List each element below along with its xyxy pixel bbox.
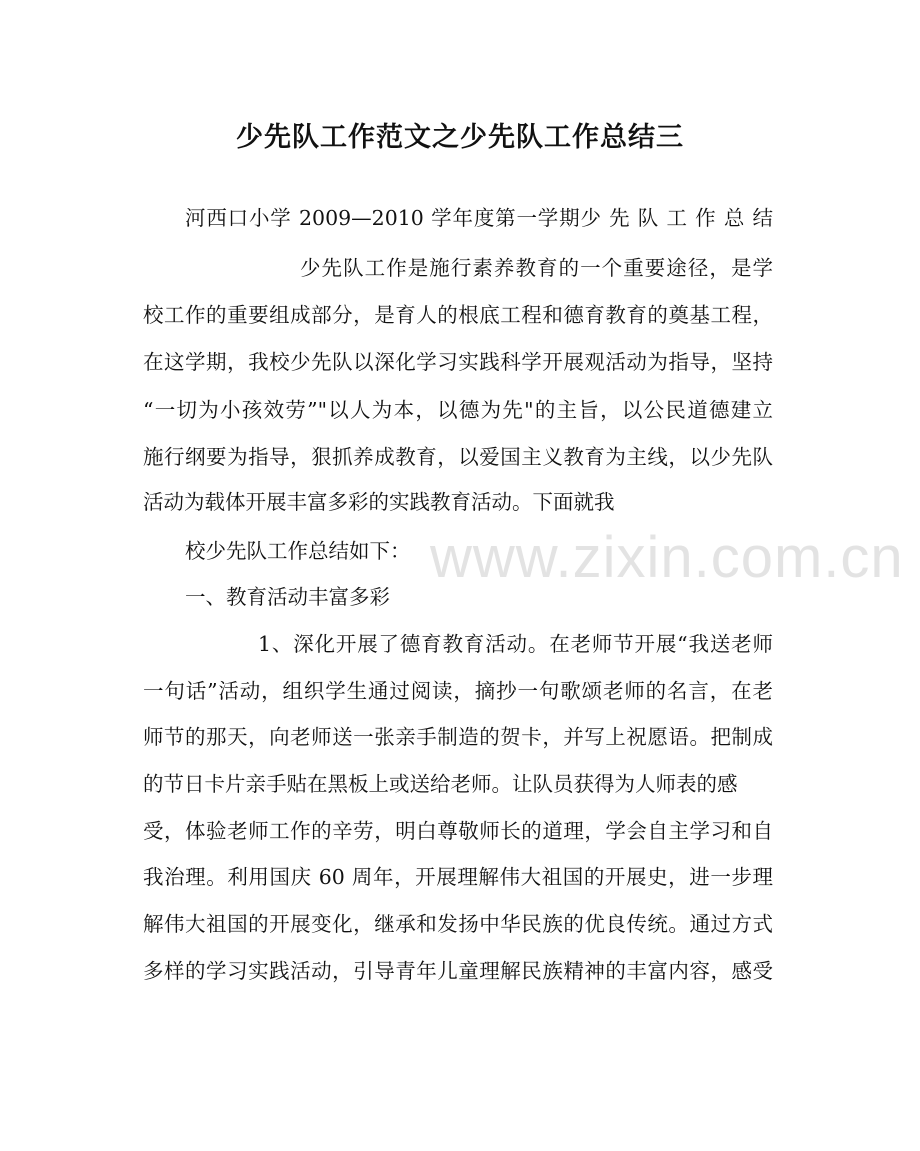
- body-line: 少先队工作是施行素养教育的一个重要途径，是学: [300, 256, 773, 280]
- body-line: 施行纲要为指导，狠抓养成教育，以爱国主义教育为主线，以少先队: [143, 445, 773, 469]
- body-line: 的节日卡片亲手贴在黑板上或送给老师。让队员获得为人师表的感: [143, 772, 738, 796]
- body-line: 在这学期，我校少先队以深化学习实践科学开展观活动为指导，坚持: [143, 350, 773, 374]
- body-line: 校工作的重要组成部分，是育人的根底工程和德育教育的奠基工程，: [143, 303, 773, 327]
- section-heading: 一、教育活动丰富多彩: [185, 585, 390, 609]
- body-line: 受，体验老师工作的辛劳，明白尊敬师长的道理，学会自主学习和自: [143, 819, 773, 843]
- body-line: 河西口小学 2009—2010 学年度第一学期少 先 队 工 作 总 结: [185, 206, 773, 230]
- body-line: 我治理。利用国庆 60 周年，开展理解伟大祖国的开展史，进一步理: [143, 865, 773, 889]
- document-title: 少先队工作范文之少先队工作总结三: [236, 122, 684, 153]
- body-line: 解伟大祖国的开展变化，继承和发扬中华民族的优良传统。通过方式: [143, 912, 773, 936]
- body-line: 一句话”活动，组织学生通过阅读，摘抄一句歌颂老师的名言，在老: [143, 679, 773, 703]
- body-line: 活动为载体开展丰富多彩的实践教育活动。下面就我: [143, 490, 615, 514]
- body-line: 师节的那天，向老师送一张亲手制造的贺卡，并写上祝愿语。把制成: [143, 725, 773, 749]
- body-line: “一切为小孩效劳”"以人为本，以德为先"的主旨，以公民道德建立: [143, 398, 773, 422]
- watermark: www.zixin.com.cn: [430, 525, 904, 590]
- body-line: 多样的学习实践活动，引导青年儿童理解民族精神的丰富内容，感受: [143, 959, 773, 983]
- body-line: 校少先队工作总结如下：: [185, 539, 411, 563]
- body-line: 1、深化开展了德育教育活动。在老师节开展“我送老师: [258, 632, 773, 656]
